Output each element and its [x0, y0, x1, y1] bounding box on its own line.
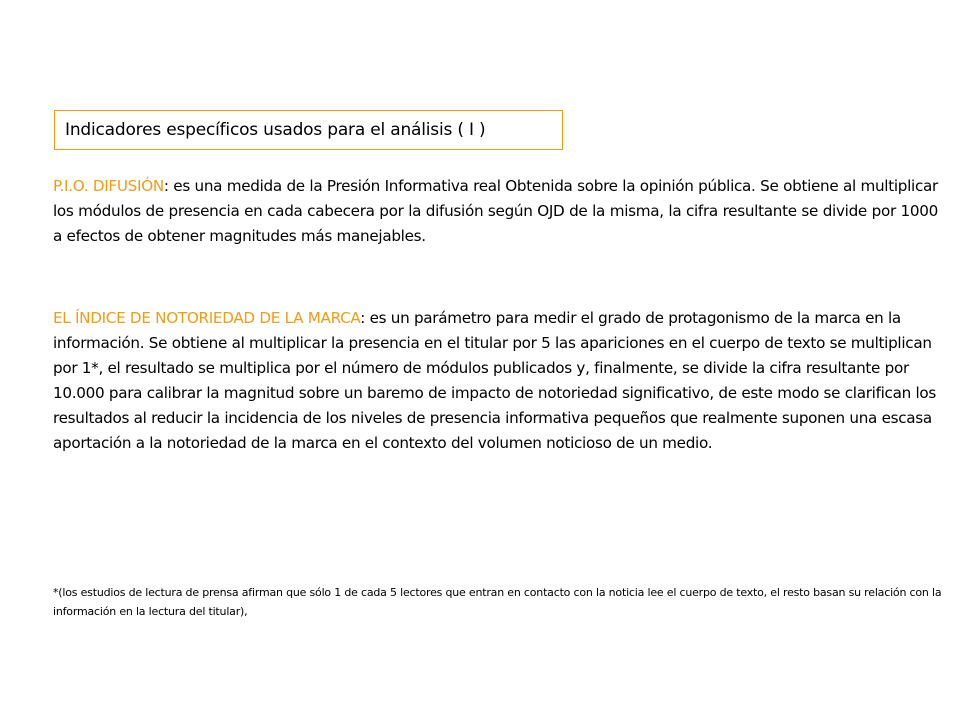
slide-title	[54, 110, 563, 150]
indice-notoriedad-paragraph	[53, 306, 941, 456]
indice-notoriedad-term: EL ÍNDICE DE NOTORIEDAD DE LA MARCA	[53, 309, 361, 327]
indice-notoriedad-definition: : es un parámetro para medir el grado de protagonismo de la marca en la información. Se obtiene al multiplicar la presencia en el titular por 5 las apariciones en el cuerpo de texto se multiplican por 1*, el resultado se multiplica por el número de módulos publicados y, finalmente, se divide la cifra resultante por 10.000 para calibrar la magnitud sobre un baremo de impacto de notoriedad significativo, de este modo se clarifican los resultados al reducir la incidencia de los niveles de presencia informativa pequeños que realmente suponen una escasa aportación a la notoriedad de la marca en el contexto del volumen noticioso de un medio.	[53, 309, 936, 452]
pio-difusion-definition: : es una medida de la Presión Informativa real Obtenida sobre la opinión pública. Se obtiene al multiplicar los módulos de presencia en cada cabecera por la difusión según OJD de la misma, la cifra resultante se divide por 1000 a efectos de obtener magnitudes más manejables.	[53, 177, 938, 245]
footnote: *(los estudios de lectura de prensa afirman que sólo 1 de cada 5 lectores que entran en contacto con la noticia lee el cuerpo de texto, el resto basan su relación con la información en la lectura del titular),	[53, 586, 942, 618]
slide-title-text: Indicadores específicos usados para el análisis ( I )	[65, 120, 486, 140]
pio-difusion-term: P.I.O. DIFUSIÓN	[53, 177, 164, 195]
pio-difusion-paragraph	[53, 174, 938, 249]
